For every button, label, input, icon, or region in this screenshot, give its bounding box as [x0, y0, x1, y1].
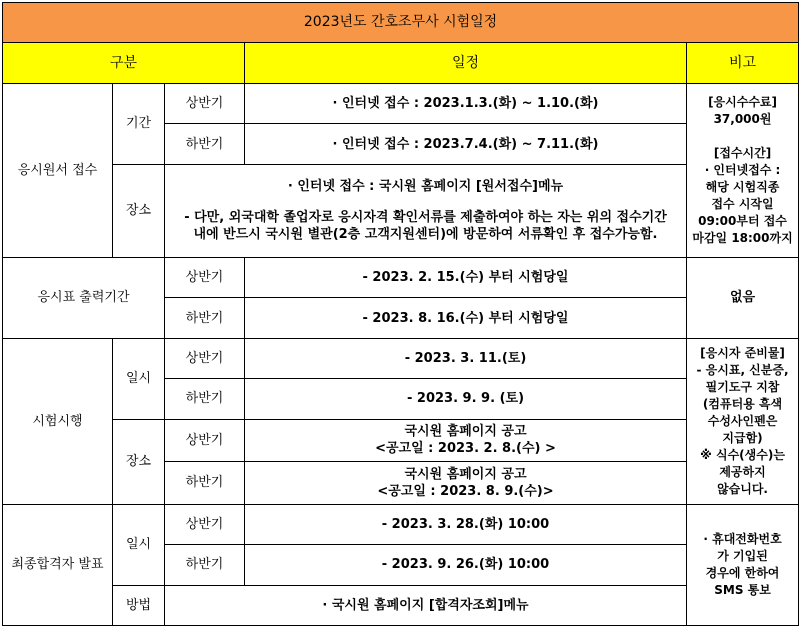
- application-first-half-label: 상반기: [165, 83, 245, 123]
- application-period-label: 기간: [113, 83, 165, 164]
- result-first-date: - 2023. 3. 28.(화) 10:00: [245, 504, 687, 544]
- application-remarks: [응시수수료] 37,000원 [접수시간] · 인터넷접수 : 해당 시험직종 접수 시작일 09:00부터 접수 마감일 18:00까지: [687, 83, 799, 257]
- ticket-first-half-label: 상반기: [165, 257, 245, 297]
- ticket-second-half-label: 하반기: [165, 298, 245, 338]
- application-second-half-label: 하반기: [165, 124, 245, 164]
- exam-schedule-table: [2, 2, 799, 626]
- result-label: 최종합격자 발표: [3, 504, 113, 625]
- application-label: 응시원서 접수: [3, 83, 113, 257]
- application-place-line1: · 인터넷 접수 : 국시원 홈페이지 [원서접수]메뉴: [287, 179, 564, 195]
- application-place-line2: - 다만, 외국대학 졸업자로 응시자격 확인서류를 제출하여야 하는 자는 위의 접수기간 내에 반드시 국시원 별관(2층 고객지원센터)에 방문하여 서류확인 후 접수가능함.: [184, 210, 667, 243]
- application-place-cell: [165, 164, 687, 257]
- application-first-period: · 인터넷 접수 : 2023.1.3.(화) ~ 1.10.(화): [245, 83, 687, 123]
- header-category: 구분: [3, 43, 245, 83]
- exam-second-place-line1: 국시원 홈페이지 공고: [404, 466, 527, 482]
- header-remarks: 비고: [687, 43, 799, 83]
- application-place-label: 장소: [113, 164, 165, 257]
- result-first-half-label: 상반기: [165, 504, 245, 544]
- exam-first-half-label: 상반기: [165, 338, 245, 378]
- exam-first-place-line1: 국시원 홈페이지 공고: [404, 424, 527, 440]
- exam-date-label: 일시: [113, 338, 165, 419]
- exam-first-date: - 2023. 3. 11.(토): [245, 338, 687, 378]
- exam-remarks: [응시자 준비물] - 응시표, 신분증, 필기도구 지참 (컴퓨터용 흑색 수성사인펜은 지급함) ※ 식수(생수)는 제공하지 않습니다.: [687, 338, 799, 504]
- exam-second-place-line2: <공고일 : 2023. 8. 9.(수)>: [377, 483, 554, 499]
- exam-label: 시험시행: [3, 338, 113, 504]
- exam-first-place-line2: <공고일 : 2023. 2. 8.(수) >: [375, 441, 556, 457]
- exam-place-second-half-label: 하반기: [165, 462, 245, 504]
- exam-second-date: - 2023. 9. 9. (토): [245, 379, 687, 419]
- header-schedule: 일정: [245, 43, 687, 83]
- exam-first-place-cell: [245, 419, 687, 461]
- application-second-period: · 인터넷 접수 : 2023.7.4.(화) ~ 7.11.(화): [245, 124, 687, 164]
- result-date-label: 일시: [113, 504, 165, 585]
- exam-place-first-half-label: 상반기: [165, 419, 245, 461]
- ticket-second-value: - 2023. 8. 16.(수) 부터 시험당일: [245, 298, 687, 338]
- result-method-value: · 국시원 홈페이지 [합격자조회]메뉴: [165, 585, 687, 626]
- result-second-date: - 2023. 9. 26.(화) 10:00: [245, 545, 687, 585]
- exam-second-half-label: 하반기: [165, 379, 245, 419]
- exam-second-place-cell: [245, 462, 687, 504]
- exam-place-label: 장소: [113, 419, 165, 504]
- table-title: 2023년도 간호조무사 시험일정: [3, 3, 799, 43]
- ticket-remarks: 없음: [687, 257, 799, 338]
- result-second-half-label: 하반기: [165, 545, 245, 585]
- result-method-label: 방법: [113, 585, 165, 626]
- ticket-label: 응시표 출력기간: [3, 257, 165, 338]
- result-remarks: · 휴대전화번호 가 기입된 경우에 한하여 SMS 통보: [687, 504, 799, 625]
- ticket-first-value: - 2023. 2. 15.(수) 부터 시험당일: [245, 257, 687, 297]
